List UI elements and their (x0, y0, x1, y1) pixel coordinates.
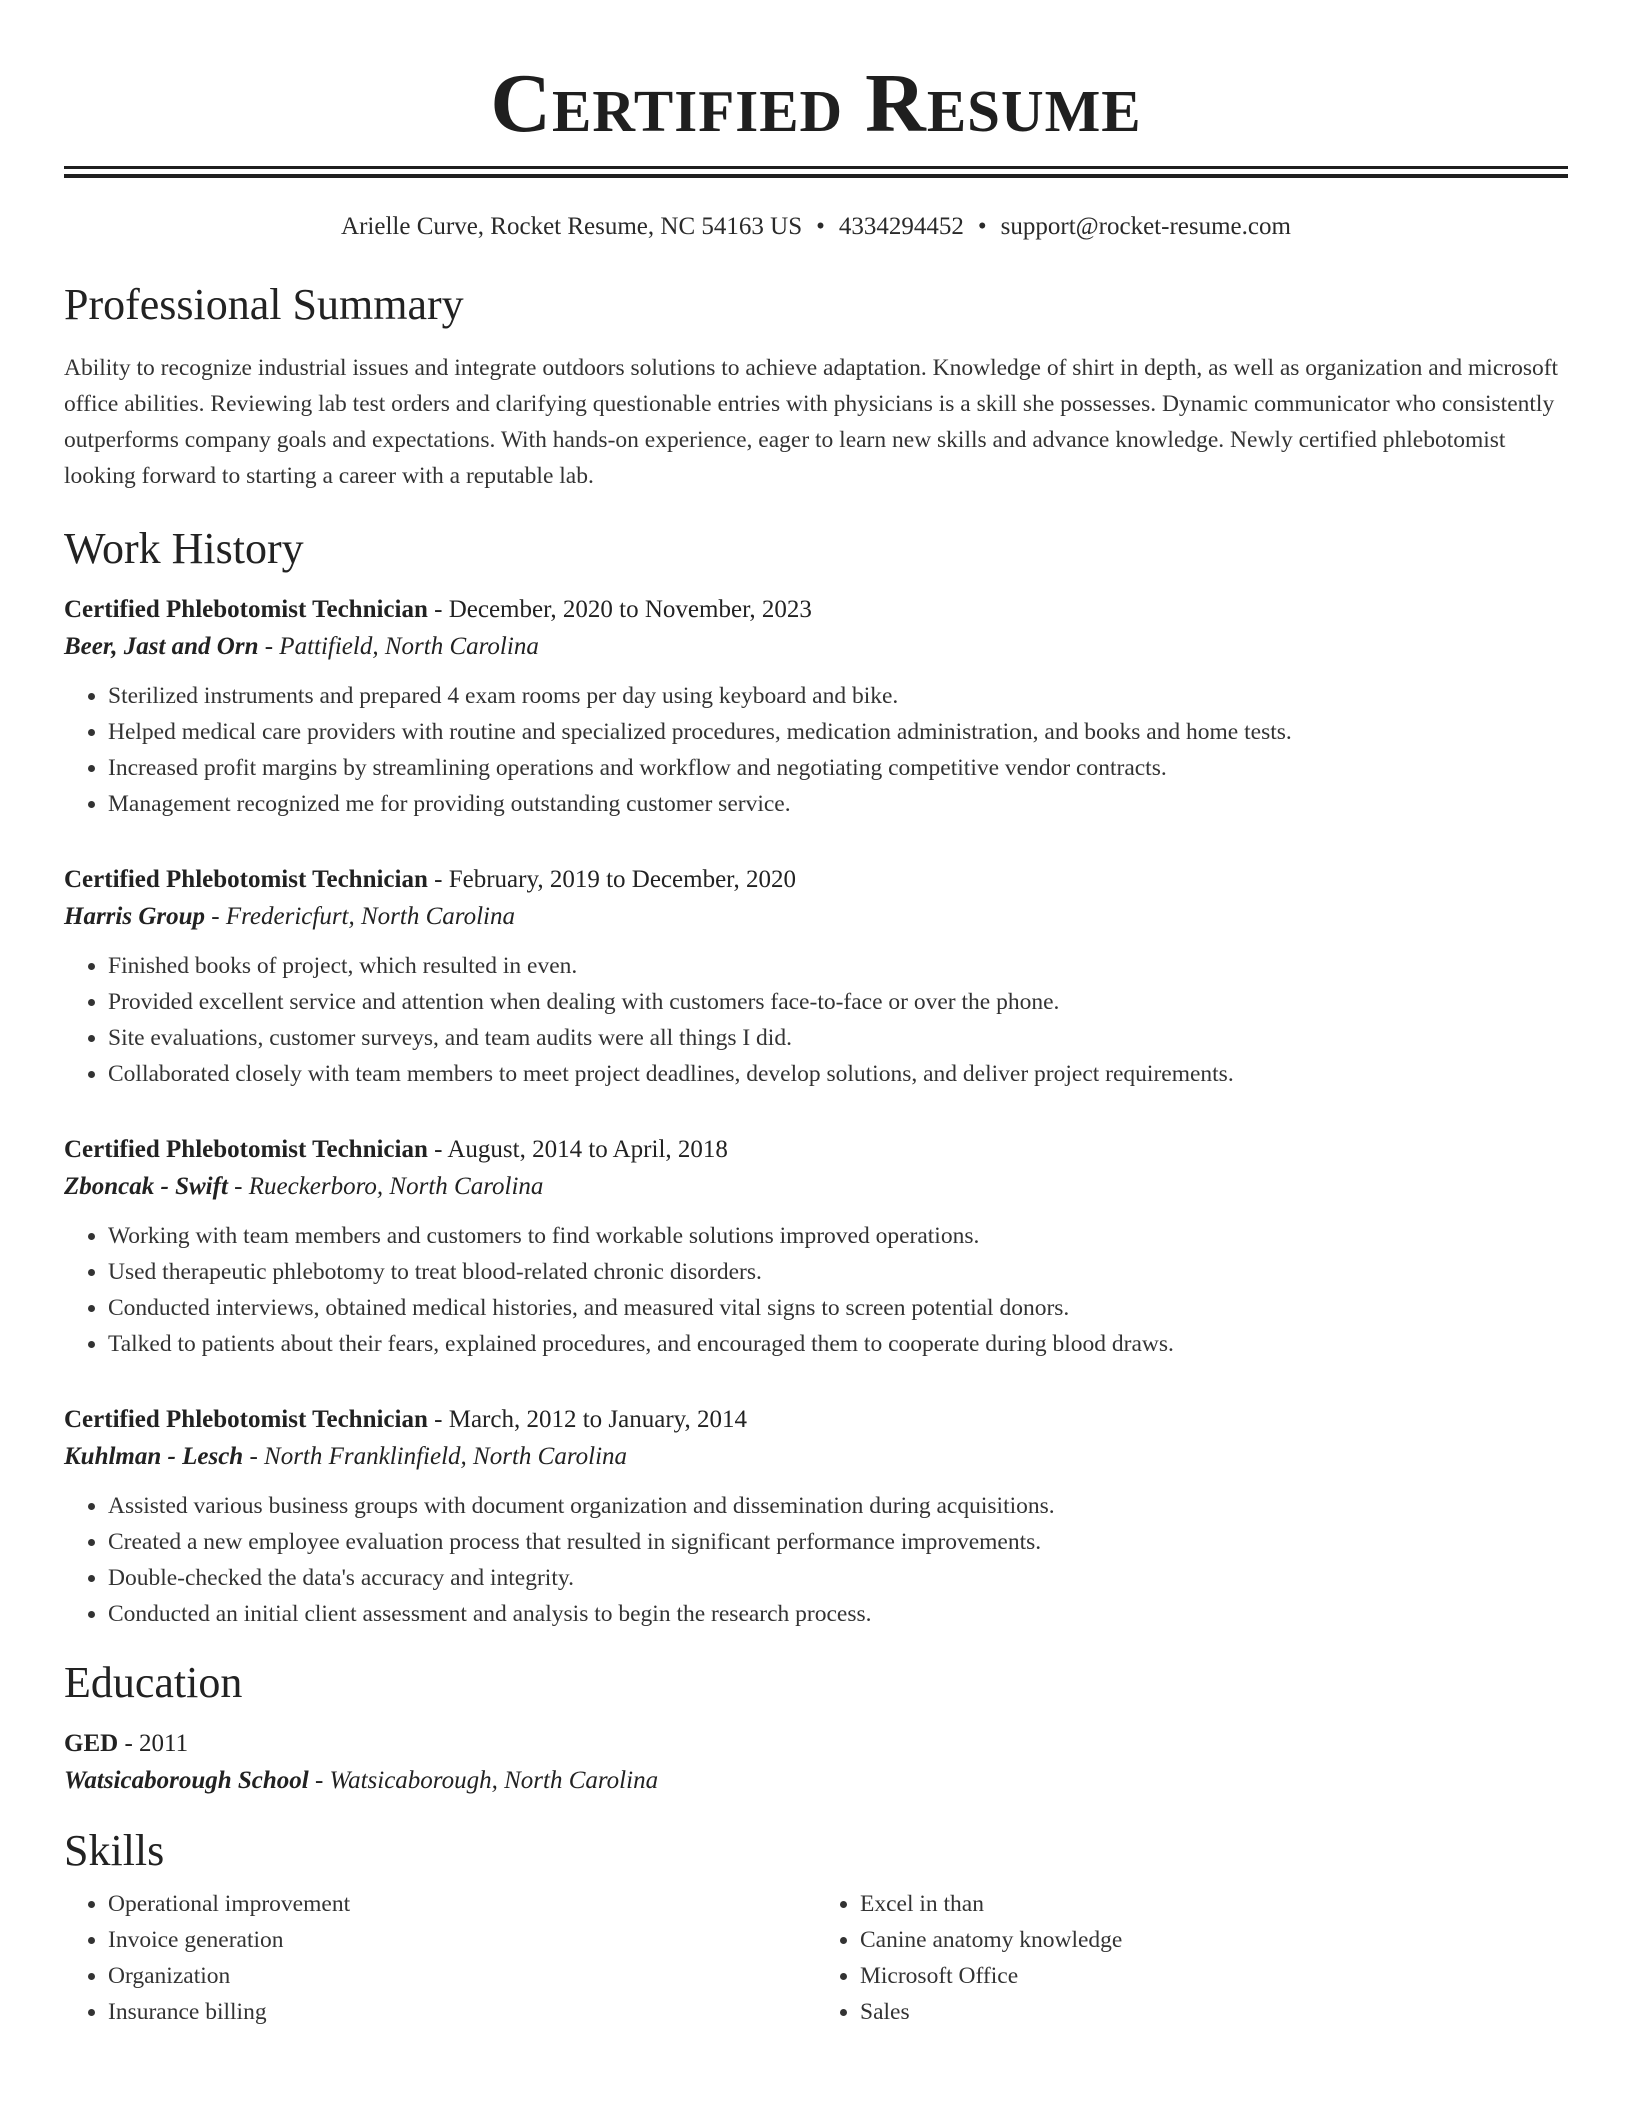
job-employer: Kuhlman - Lesch (64, 1443, 244, 1470)
education-location: - Watsicaborough, North Carolina (308, 1767, 659, 1794)
job-bullet: • Working with team members and customers to find workable solutions improved operations. (108, 1218, 1568, 1254)
title-rule-bottom (64, 174, 1568, 178)
job-location: - Pattifield, North Carolina (258, 633, 539, 660)
job-employer: Beer, Jast and Orn (64, 633, 259, 660)
job-bullet: • Assisted various business groups with document organization and dissemination during acquisitions. (108, 1488, 1568, 1524)
job-entry (64, 592, 1568, 822)
resume-title: Certified Resume (490, 57, 1142, 150)
job-entry (64, 862, 1568, 1092)
contact-line (64, 212, 1568, 242)
section-heading-skills: Skills (64, 1826, 165, 1875)
contact-address: Arielle Curve, Rocket Resume, NC 54163 US (341, 213, 803, 240)
job-bullet: • Helped medical care providers with routine and specialized procedures, medication administration, and books and home tests. (108, 714, 1568, 750)
job-employer-line (64, 628, 1568, 666)
contact-separator: • (977, 213, 987, 240)
job-location: - Rueckerboro, North Carolina (227, 1173, 544, 1200)
job-dates: - December, 2020 to November, 2023 (427, 596, 812, 623)
job-bullet: • Management recognized me for providing outstanding customer service. (108, 786, 1568, 822)
skills-columns (64, 1886, 1568, 2030)
skills-right-column (816, 1886, 1568, 2030)
title-rule-top (64, 166, 1568, 169)
job-employer: Harris Group (64, 903, 206, 930)
skills-left-column (64, 1886, 816, 2030)
job-bullets (64, 1218, 1568, 1362)
job-bullet: • Sterilized instruments and prepared 4 exam rooms per day using keyboard and bike. (108, 678, 1568, 714)
contact-email: support@rocket-resume.com (1000, 213, 1291, 240)
job-location: - North Franklinfield, North Carolina (243, 1443, 628, 1470)
job-title-line (64, 1402, 1568, 1438)
job-title: Certified Phlebotomist Technician (64, 1136, 428, 1163)
job-bullets (64, 948, 1568, 1092)
job-title: Certified Phlebotomist Technician (64, 1406, 428, 1433)
education-degree-line (64, 1726, 1568, 1762)
job-title-line (64, 862, 1568, 898)
job-title-line (64, 592, 1568, 628)
contact-separator: • (816, 213, 825, 240)
education-year: - 2011 (118, 1730, 189, 1757)
contact-phone: 4334294452 (838, 213, 964, 240)
job-location: - Fredericfurt, North Carolina (205, 903, 515, 930)
job-bullet: • Conducted an initial client assessment and analysis to begin the research process. (108, 1596, 1568, 1632)
job-employer: Zboncak - Swift (64, 1173, 228, 1200)
job-bullet: • Double-checked the data's accuracy and integrity. (108, 1560, 1568, 1596)
job-entry (64, 1132, 1568, 1362)
skill-item: • Invoice generation (108, 1922, 816, 1958)
job-title: Certified Phlebotomist Technician (64, 866, 428, 893)
skill-item: • Microsoft Office (860, 1958, 1568, 1994)
job-title: Certified Phlebotomist Technician (64, 596, 428, 623)
job-employer-line (64, 1168, 1568, 1206)
skill-item: • Sales (860, 1994, 1568, 2030)
job-bullet: • Site evaluations, customer surveys, and team audits were all things I did. (108, 1020, 1568, 1056)
job-bullet: • Created a new employee evaluation process that resulted in significant performance improvements. (108, 1524, 1568, 1560)
job-dates: - March, 2012 to January, 2014 (427, 1406, 748, 1433)
job-title-line (64, 1132, 1568, 1168)
education-school-line (64, 1762, 1568, 1800)
education-entry (64, 1726, 1568, 1800)
education-school: Watsicaborough School (64, 1767, 309, 1794)
skill-item: • Excel in than (860, 1886, 1568, 1922)
job-bullet: • Provided excellent service and attention when dealing with customers face-to-face or over the phone. (108, 984, 1568, 1020)
job-dates: - August, 2014 to April, 2018 (427, 1136, 728, 1163)
job-bullet: • Increased profit margins by streamlining operations and workflow and negotiating competitive vendor contracts. (108, 750, 1568, 786)
section-heading-summary: Professional Summary (64, 280, 464, 329)
job-employer-line (64, 1438, 1568, 1476)
job-bullet: • Conducted interviews, obtained medical histories, and measured vital signs to screen potential donors. (108, 1290, 1568, 1326)
skill-item: • Organization (108, 1958, 816, 1994)
section-heading-education: Education (64, 1658, 243, 1707)
job-bullet: • Talked to patients about their fears, explained procedures, and encouraged them to cooperate during blood draws. (108, 1326, 1568, 1362)
section-heading-work-history: Work History (64, 524, 304, 573)
resume-page (64, 0, 1568, 2030)
education-degree: GED (64, 1730, 119, 1757)
skill-item: • Operational improvement (108, 1886, 816, 1922)
job-entry (64, 1402, 1568, 1632)
job-dates: - February, 2019 to December, 2020 (427, 866, 796, 893)
job-bullet: • Used therapeutic phlebotomy to treat blood-related chronic disorders. (108, 1254, 1568, 1290)
job-bullets (64, 678, 1568, 822)
job-employer-line (64, 898, 1568, 936)
job-bullets (64, 1488, 1568, 1632)
job-bullet: • Finished books of project, which resulted in even. (108, 948, 1568, 984)
summary-text: Ability to recognize industrial issues and integrate outdoors solutions to achieve adaptation. Knowledge of shirt in depth, as well as organization and microsoft office abilities. Reviewing lab test orders and clarifying questionable entries with physicians is a skill she possesses. Dynamic communicator who consistently outperforms company goals and expectations. With hands-on experience, eager to learn new skills and advance knowledge. Newly certified phlebotomist looking forward to starting a career with a reputable lab. (64, 355, 1559, 489)
skill-item: • Canine anatomy knowledge (860, 1922, 1568, 1958)
job-bullet: • Collaborated closely with team members to meet project deadlines, develop solutions, and deliver project requirements. (108, 1056, 1568, 1092)
skill-item: • Insurance billing (108, 1994, 816, 2030)
